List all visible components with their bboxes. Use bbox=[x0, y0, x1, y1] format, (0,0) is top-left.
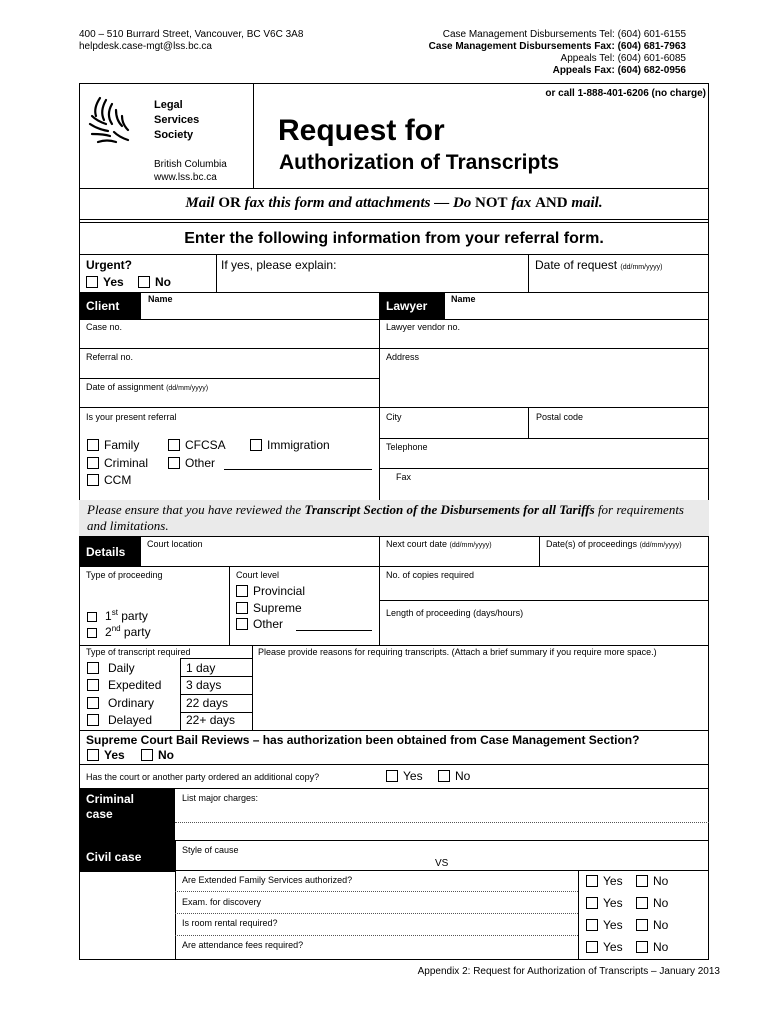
q3-yes-checkbox[interactable] bbox=[586, 919, 598, 931]
title-line1: Request for bbox=[278, 114, 445, 147]
party1-checkbox[interactable] bbox=[87, 612, 97, 622]
daily-checkbox[interactable] bbox=[87, 662, 99, 674]
cm-tel: Case Management Disbursements Tel: (604) 601-6155 bbox=[442, 29, 686, 40]
logo-line2: Services bbox=[154, 114, 200, 126]
urgent-explain[interactable]: If yes, please explain: bbox=[221, 258, 337, 272]
opt-ccm[interactable]: CCM bbox=[87, 473, 131, 487]
additional-yes[interactable]: Yes bbox=[386, 769, 423, 783]
lvl-provincial[interactable]: Provincial bbox=[236, 584, 305, 598]
q4-no-checkbox[interactable] bbox=[636, 941, 648, 953]
q1-yes-checkbox[interactable] bbox=[586, 875, 598, 887]
additional-no[interactable]: No bbox=[438, 769, 470, 783]
q4-yes[interactable]: Yes bbox=[586, 940, 623, 954]
footer-text: Appendix 2: Request for Authorization of Transcripts – January 2013 bbox=[417, 966, 720, 977]
lawyer-name-label: Name bbox=[451, 294, 476, 304]
q4-yes-checkbox[interactable] bbox=[586, 941, 598, 953]
q1-no-checkbox[interactable] bbox=[636, 875, 648, 887]
section-heading: Enter the following information from your referral form. bbox=[184, 230, 604, 247]
urgent-yes-checkbox[interactable] bbox=[86, 276, 98, 288]
ensure-note: Please ensure that you have reviewed the Transcript Section of the Disbursements for all Tariffs for requirements and limitations. bbox=[79, 500, 709, 536]
urgent-no[interactable]: No bbox=[138, 275, 171, 289]
party-1[interactable]: 1st party bbox=[87, 606, 148, 623]
bail-yes-checkbox[interactable] bbox=[87, 749, 99, 761]
logo-province: British Columbia bbox=[154, 159, 227, 170]
postal-label[interactable]: Postal code bbox=[536, 412, 584, 422]
city-label[interactable]: City bbox=[386, 412, 402, 422]
additional-question: Has the court or another party ordered an additional copy? bbox=[86, 772, 320, 782]
details-header: Details bbox=[79, 536, 141, 566]
court-location-label[interactable]: Court location bbox=[147, 539, 203, 549]
q3-yes[interactable]: Yes bbox=[586, 918, 623, 932]
date-of-request[interactable]: Date of request (dd/mm/yyyy) bbox=[535, 258, 663, 272]
appeals-fax: Appeals Fax: (604) 682-0956 bbox=[552, 65, 686, 76]
length-label[interactable]: Length of proceeding (days/hours) bbox=[386, 608, 524, 618]
type-proceeding-label: Type of proceeding bbox=[86, 570, 163, 580]
logo-line1: Legal bbox=[154, 99, 183, 111]
cfcsa-checkbox[interactable] bbox=[168, 439, 180, 451]
referral-no-label[interactable]: Referral no. bbox=[86, 352, 134, 362]
q1-no[interactable]: No bbox=[636, 874, 668, 888]
tt-expedited[interactable]: Expedited bbox=[87, 678, 161, 692]
other-checkbox[interactable] bbox=[168, 457, 180, 469]
email-line: helpdesk.case-mgt@lss.bc.ca bbox=[79, 41, 212, 52]
opt-criminal[interactable]: Criminal bbox=[87, 456, 148, 470]
d-22days: 22 days bbox=[186, 696, 229, 710]
title-line2: Authorization of Transcripts bbox=[279, 151, 560, 174]
additional-yes-checkbox[interactable] bbox=[386, 770, 398, 782]
opt-family[interactable]: Family bbox=[87, 438, 139, 452]
civil-q2: Exam. for discovery bbox=[182, 897, 262, 907]
d-22plus: 22+ days bbox=[186, 713, 236, 727]
address-label[interactable]: Address bbox=[386, 352, 420, 362]
court-other-checkbox[interactable] bbox=[236, 618, 248, 630]
family-checkbox[interactable] bbox=[87, 439, 99, 451]
q2-yes-checkbox[interactable] bbox=[586, 897, 598, 909]
party-2[interactable]: 2nd party bbox=[87, 622, 151, 639]
immigration-checkbox[interactable] bbox=[250, 439, 262, 451]
lvl-other[interactable]: Other bbox=[236, 617, 283, 631]
reasons-label[interactable]: Please provide reasons for requiring transcripts. (Attach a brief summary if you require more space.) bbox=[258, 647, 657, 657]
provincial-checkbox[interactable] bbox=[236, 585, 248, 597]
criminal-checkbox[interactable] bbox=[87, 457, 99, 469]
court-level-label: Court level bbox=[236, 570, 280, 580]
client-header: Client bbox=[79, 292, 141, 319]
toll-free: or call 1-888-401-6206 (no charge) bbox=[545, 88, 706, 99]
opt-immigration[interactable]: Immigration bbox=[250, 438, 330, 452]
q2-no-checkbox[interactable] bbox=[636, 897, 648, 909]
proceedings-label[interactable]: Date(s) of proceedings (dd/mm/yyyy) bbox=[546, 539, 682, 549]
style-of-cause-label[interactable]: Style of cause bbox=[182, 845, 239, 855]
cm-fax: Case Management Disbursements Fax: (604) 681-7963 bbox=[428, 41, 686, 52]
bail-no[interactable]: No bbox=[141, 748, 174, 762]
client-name-label: Name bbox=[148, 294, 173, 304]
opt-cfcsa[interactable]: CFCSA bbox=[168, 438, 226, 452]
next-court-label[interactable]: Next court date (dd/mm/yyyy) bbox=[386, 539, 492, 549]
ccm-checkbox[interactable] bbox=[87, 474, 99, 486]
q2-no[interactable]: No bbox=[636, 896, 668, 910]
supreme-checkbox[interactable] bbox=[236, 602, 248, 614]
mail-note: Mail OR fax this form and attachments — Do NOT fax AND mail. bbox=[185, 195, 603, 211]
civil-q4: Are attendance fees required? bbox=[182, 940, 304, 950]
vs-label: VS bbox=[435, 858, 449, 869]
additional-no-checkbox[interactable] bbox=[438, 770, 450, 782]
d-3days: 3 days bbox=[186, 678, 222, 692]
q1-yes[interactable]: Yes bbox=[586, 874, 623, 888]
logo-line3: Society bbox=[154, 129, 194, 141]
logo-web[interactable]: www.lss.bc.ca bbox=[154, 172, 217, 183]
copies-label[interactable]: No. of copies required bbox=[386, 570, 475, 580]
q4-no[interactable]: No bbox=[636, 940, 668, 954]
lvl-supreme[interactable]: Supreme bbox=[236, 601, 302, 615]
criminal-header: Criminal case bbox=[79, 788, 175, 840]
appeals-tel: Appeals Tel: (604) 601-6085 bbox=[560, 53, 686, 64]
ordinary-checkbox[interactable] bbox=[87, 697, 99, 709]
telephone-label[interactable]: Telephone bbox=[386, 442, 428, 452]
expedited-checkbox[interactable] bbox=[87, 679, 99, 691]
bail-question: Supreme Court Bail Reviews – has authorization been obtained from Case Management Section? bbox=[86, 733, 640, 747]
fax-label[interactable]: Fax bbox=[396, 472, 412, 482]
civil-q1: Are Extended Family Services authorized? bbox=[182, 875, 353, 885]
urgent-yes[interactable]: Yes bbox=[86, 275, 124, 289]
opt-other[interactable]: Other bbox=[168, 456, 215, 470]
tt-ordinary[interactable]: Ordinary bbox=[87, 696, 154, 710]
tt-delayed[interactable]: Delayed bbox=[87, 713, 152, 727]
party2-checkbox[interactable] bbox=[87, 628, 97, 638]
type-transcript-label: Type of transcript required bbox=[86, 647, 191, 657]
urgent-label: Urgent? bbox=[86, 258, 132, 272]
delayed-checkbox[interactable] bbox=[87, 714, 99, 726]
address-line: 400 – 510 Burrard Street, Vancouver, BC V6C 3A8 bbox=[79, 29, 304, 40]
civil-q3: Is room rental required? bbox=[182, 918, 278, 928]
urgent-no-checkbox[interactable] bbox=[138, 276, 150, 288]
q3-no-checkbox[interactable] bbox=[636, 919, 648, 931]
civil-header: Civil case bbox=[79, 840, 175, 872]
bail-yes[interactable]: Yes bbox=[87, 748, 125, 762]
lawyer-header: Lawyer bbox=[379, 292, 445, 319]
present-referral-label: Is your present referral bbox=[86, 412, 177, 422]
q3-no[interactable]: No bbox=[636, 918, 668, 932]
vendor-no-label[interactable]: Lawyer vendor no. bbox=[386, 322, 461, 332]
tt-daily[interactable]: Daily bbox=[87, 661, 135, 675]
case-no-label[interactable]: Case no. bbox=[86, 322, 123, 332]
charges-label[interactable]: List major charges: bbox=[182, 793, 259, 803]
q2-yes[interactable]: Yes bbox=[586, 896, 623, 910]
lss-logo-icon bbox=[86, 94, 134, 150]
bail-no-checkbox[interactable] bbox=[141, 749, 153, 761]
date-assignment-label[interactable]: Date of assignment (dd/mm/yyyy) bbox=[86, 382, 209, 392]
d-1day: 1 day bbox=[186, 661, 216, 675]
